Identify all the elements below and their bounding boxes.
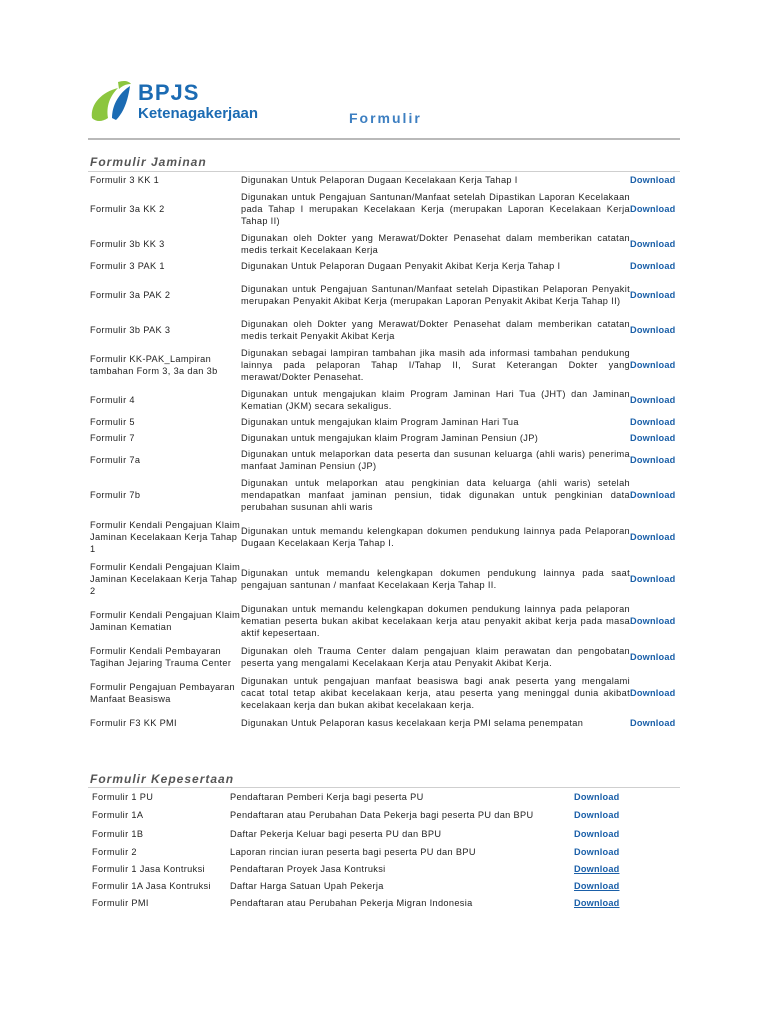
table-row bbox=[90, 344, 680, 386]
download-link[interactable]: Download bbox=[630, 433, 676, 443]
kepesertaan-table bbox=[92, 788, 632, 911]
download-link[interactable]: Download bbox=[574, 810, 620, 820]
table-row bbox=[92, 825, 632, 843]
download-link[interactable]: Download bbox=[574, 829, 620, 839]
table-row bbox=[90, 316, 680, 344]
download-link[interactable]: Download bbox=[630, 175, 676, 185]
download-link[interactable]: Download bbox=[630, 616, 676, 626]
form-description: Pendaftaran Pemberi Kerja bagi peserta PU bbox=[230, 791, 424, 802]
form-description: Laporan rincian iuran peserta bagi peserta PU dan BPU bbox=[230, 846, 476, 857]
download-link[interactable]: Download bbox=[630, 360, 676, 370]
form-description: Digunakan oleh Dokter yang Merawat/Dokter Penasehat dalam memberikan catatan medis terkait Kecelakaan Kerja bbox=[241, 233, 630, 255]
form-name: Formulir 3a KK 2 bbox=[90, 204, 165, 214]
table-row bbox=[90, 446, 680, 474]
form-description: Daftar Harga Satuan Upah Pekerja bbox=[230, 880, 384, 891]
form-name: Formulir Kendali Pengajuan Klaim Jaminan Kecelakaan Kerja Tahap 2 bbox=[90, 562, 241, 596]
table-row bbox=[90, 258, 680, 274]
table-row bbox=[90, 672, 680, 714]
form-description: Digunakan Untuk Pelaporan Dugaan Penyakit Akibat Kerja Kerja Tahap I bbox=[241, 261, 561, 271]
form-description: Digunakan untuk memandu kelengkapan dokumen pendukung lainnya pada saat pengajuan santunan / manfaat Kecelakaan Kerja Tahap II. bbox=[241, 568, 630, 590]
download-link[interactable]: Download bbox=[630, 490, 676, 500]
download-link[interactable]: Download bbox=[630, 395, 676, 405]
table-row bbox=[92, 843, 632, 860]
table-row bbox=[92, 860, 632, 877]
form-description: Digunakan untuk Pengajuan Santunan/Manfaat setelah Dipastikan Pelaporan Penyakit merupakan Penyakit Akibat Kerja (merupakan Laporan Penyakit Akibat Kerja Tahap II) bbox=[241, 284, 630, 306]
form-description: Digunakan Untuk Pelaporan Dugaan Kecelakaan Kerja Tahap I bbox=[241, 175, 518, 185]
table-row bbox=[90, 172, 680, 188]
download-link[interactable]: Download bbox=[630, 455, 676, 465]
download-link[interactable]: Download bbox=[630, 532, 676, 542]
table-row bbox=[90, 642, 680, 672]
bpjs-logo-mark-icon bbox=[88, 78, 132, 126]
bpjs-logo bbox=[88, 78, 278, 128]
form-name: Formulir F3 KK PMI bbox=[90, 718, 177, 728]
form-description: Digunakan oleh Trauma Center dalam pengajuan klaim perawatan dan pengobatan peserta yang mengalami Kecelakaan Kerja atau Penyakit Akibat Kerja. bbox=[241, 646, 630, 668]
form-name: Formulir 3a PAK 2 bbox=[90, 290, 171, 300]
form-name: Formulir 3b KK 3 bbox=[90, 239, 165, 249]
form-name: Formulir 1 PU bbox=[92, 791, 154, 802]
table-row bbox=[90, 188, 680, 230]
logo-title: BPJS bbox=[138, 80, 200, 105]
download-link[interactable]: Download bbox=[574, 846, 620, 857]
form-name: Formulir 3 KK 1 bbox=[90, 175, 160, 185]
form-description: Digunakan Untuk Pelaporan kasus kecelakaan kerja PMI selama penempatan bbox=[241, 718, 584, 728]
download-link[interactable]: Download bbox=[630, 261, 676, 271]
form-description: Daftar Pekerja Keluar bagi peserta PU dan BPU bbox=[230, 829, 442, 839]
form-description: Digunakan untuk melaporkan atau pengkinian data keluarga (ahli waris) setelah mendapatkan manfaat jaminan pensiun, tidak digunakan untuk pengkinian data perubahan susunan ahli waris bbox=[241, 478, 630, 512]
form-name: Formulir Kendali Pembayaran Tagihan Jejaring Trauma Center bbox=[90, 646, 232, 668]
form-name: Formulir 3 PAK 1 bbox=[90, 261, 165, 271]
table-row bbox=[90, 430, 680, 446]
section-title-jaminan: Formulir Jaminan bbox=[90, 155, 207, 169]
download-link[interactable]: Download bbox=[630, 239, 676, 249]
table-row bbox=[92, 805, 632, 825]
form-description: Pendaftaran atau Perubahan Pekerja Migran Indonesia bbox=[230, 897, 473, 908]
form-description: Digunakan untuk memandu kelengkapan dokumen pendukung lainnya pada pelaporan kematian peserta bukan akibat kecelakaan kerja atau penyakit akibat kerja pada masa aktif kepesertaan. bbox=[241, 604, 630, 638]
download-link[interactable]: Download bbox=[630, 574, 676, 584]
form-name: Formulir 1A bbox=[92, 810, 144, 820]
download-link[interactable]: Download bbox=[574, 863, 620, 874]
table-row bbox=[90, 474, 680, 516]
download-link[interactable]: Download bbox=[630, 652, 676, 662]
download-link[interactable]: Download bbox=[630, 718, 676, 728]
form-name: Formulir 1B bbox=[92, 829, 144, 839]
form-name: Formulir 2 bbox=[92, 846, 137, 857]
header-divider bbox=[88, 138, 680, 140]
jaminan-table bbox=[90, 172, 680, 732]
form-name: Formulir 7a bbox=[90, 455, 141, 465]
form-name: Formulir 4 bbox=[90, 395, 135, 405]
form-name: Formulir 3b PAK 3 bbox=[90, 325, 171, 335]
form-description: Digunakan untuk melaporkan data peserta dan susunan keluarga (ahli waris) penerima manfaat Jaminan Pensiun (JP) bbox=[241, 449, 630, 471]
form-name: Formulir KK-PAK_Lampiran tambahan Form 3, 3a dan 3b bbox=[90, 354, 218, 376]
download-link[interactable]: Download bbox=[574, 880, 620, 891]
download-link[interactable]: Download bbox=[630, 325, 676, 335]
form-name: Formulir 5 bbox=[90, 417, 135, 427]
table-row bbox=[90, 386, 680, 414]
form-description: Digunakan untuk pengajuan manfaat beasiswa bagi anak peserta yang mengalami cacat total tetap akibat kecelakaan kerja, atau peserta yang meninggal dunia akibat kecelakaan kerja dan bukan akibat kecelakaan kerja. bbox=[241, 676, 630, 710]
table-row bbox=[90, 274, 680, 316]
logo-subtitle: Ketenagakerjaan bbox=[138, 105, 259, 122]
form-name: Formulir 1A Jasa Kontruksi bbox=[92, 880, 211, 891]
table-row bbox=[90, 600, 680, 642]
form-description: Digunakan untuk mengajukan klaim Program Jaminan Hari Tua bbox=[241, 417, 519, 427]
form-name: Formulir 7 bbox=[90, 433, 135, 443]
table-row bbox=[92, 877, 632, 894]
table-row bbox=[92, 788, 632, 805]
form-description: Digunakan untuk Pengajuan Santunan/Manfaat setelah Dipastikan Laporan Kecelakaan pada Tahap I merupakan Kecelakaan Kerja (merupakan Laporan Kecelakaan Kerja Tahap II) bbox=[241, 192, 630, 226]
download-link[interactable]: Download bbox=[630, 688, 676, 698]
download-link[interactable]: Download bbox=[630, 290, 676, 300]
form-description: Pendaftaran Proyek Jasa Kontruksi bbox=[230, 863, 386, 874]
form-name: Formulir 7b bbox=[90, 490, 141, 500]
page-header bbox=[0, 0, 768, 140]
form-description: Digunakan sebagai lampiran tambahan jika masih ada informasi tambahan pendukung lainnya pada pelaporan Tahap I/Tahap II, Surat Keterangan Dokter yang merawat/Dokter Penasehat. bbox=[241, 348, 630, 382]
form-name: Formulir Pengajuan Pembayaran Manfaat Beasiswa bbox=[90, 682, 235, 704]
form-description: Digunakan untuk mengajukan klaim Program Jaminan Pensiun (JP) bbox=[241, 433, 539, 443]
download-link[interactable]: Download bbox=[630, 204, 676, 214]
table-row bbox=[90, 414, 680, 430]
table-row bbox=[92, 894, 632, 911]
form-description: Digunakan untuk memandu kelengkapan dokumen pendukung lainnya pada Pelaporan Dugaan Kecelakaan Kerja Tahap I. bbox=[241, 526, 630, 548]
form-description: Digunakan untuk mengajukan klaim Program Jaminan Hari Tua (JHT) dan Jaminan Kematian (JKM) secara sekaligus. bbox=[241, 389, 630, 411]
form-description: Digunakan oleh Dokter yang Merawat/Dokter Penasehat dalam memberikan catatan medis terkait Penyakit Akibat Kerja bbox=[241, 319, 630, 341]
page-title: Formulir bbox=[349, 110, 422, 126]
download-link[interactable]: Download bbox=[630, 417, 676, 427]
form-name: Formulir Kendali Pengajuan Klaim Jaminan Kecelakaan Kerja Tahap 1 bbox=[90, 520, 241, 554]
form-name: Formulir PMI bbox=[92, 897, 149, 908]
download-link[interactable]: Download bbox=[574, 897, 620, 908]
table-row bbox=[90, 714, 680, 732]
form-description: Pendaftaran atau Perubahan Data Pekerja bagi peserta PU dan BPU bbox=[230, 810, 534, 820]
table-row bbox=[90, 558, 680, 600]
section-title-kepesertaan: Formulir Kepesertaan bbox=[90, 772, 235, 786]
form-name: Formulir Kendali Pengajuan Klaim Jaminan Kematian bbox=[90, 610, 241, 632]
form-name: Formulir 1 Jasa Kontruksi bbox=[92, 863, 205, 874]
table-row bbox=[90, 516, 680, 558]
table-row bbox=[90, 230, 680, 258]
download-link[interactable]: Download bbox=[574, 791, 620, 802]
